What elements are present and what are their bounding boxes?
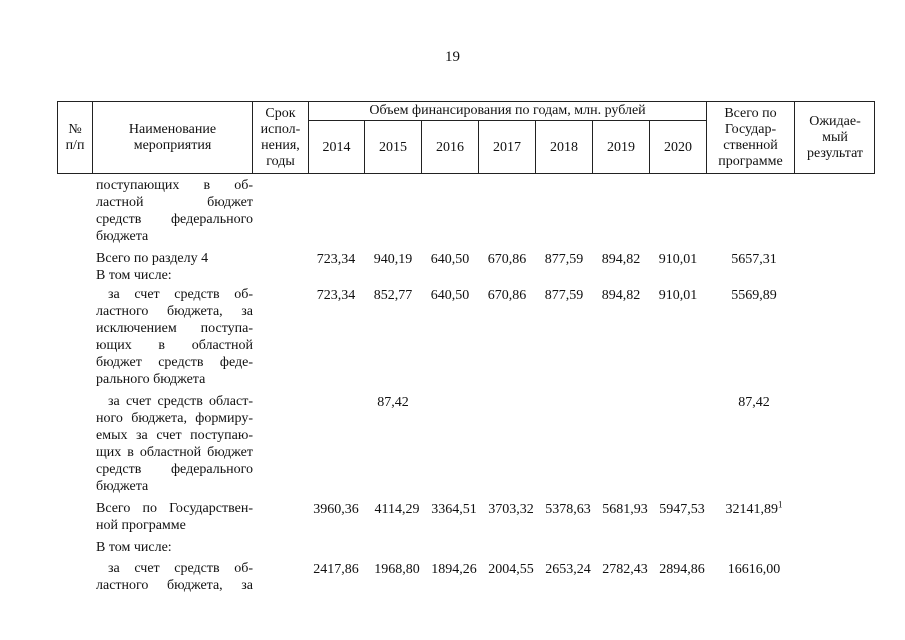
value-2015: 4114,29 (374, 502, 420, 517)
value-2019: 894,82 (601, 252, 641, 267)
value-2015: 940,19 (373, 252, 413, 267)
header-text: Наименование (128, 122, 217, 137)
value-total (709, 501, 799, 518)
header-year-2020: 2020 (664, 139, 692, 155)
value-2020: 2894,86 (659, 562, 705, 577)
row-name-line: бюджета (96, 229, 149, 244)
total-value: 32141,89 (725, 502, 778, 517)
header-text: ственной (723, 138, 778, 153)
value-2019: 894,82 (601, 288, 641, 303)
header-text: Государ- (724, 122, 777, 137)
value-2016: 3364,51 (431, 502, 477, 517)
row-name-line: бюджет средств феде- (96, 355, 253, 370)
header-text: Ожидае- (809, 114, 861, 129)
value-2017: 2004,55 (488, 562, 534, 577)
row-name-line: щих в областной бюджет (96, 445, 253, 460)
value-2017: 3703,32 (488, 502, 534, 517)
header-text: результат (806, 146, 864, 161)
value-2020: 910,01 (658, 252, 698, 267)
header-col-funding: Объем финансирования по годам, млн. рублей (369, 103, 646, 118)
value-2020: 910,01 (658, 288, 698, 303)
row-name-line: за счет средств област- (108, 394, 253, 409)
row-name-line: бюджета (96, 479, 149, 494)
value-total: 5657,31 (731, 252, 777, 267)
header-text: годы (266, 154, 295, 169)
value-2016: 640,50 (430, 288, 470, 303)
row-name-line: за счет средств об- (108, 561, 253, 576)
header-text: Всего по (724, 106, 777, 121)
value-2017: 670,86 (487, 288, 527, 303)
row-name-line: поступающих в об- (96, 178, 253, 193)
header-text: п/п (65, 138, 85, 153)
row-name-line: В том числе: (96, 268, 172, 283)
row-name-line: исключением поступа- (96, 321, 253, 336)
header-year-2015: 2015 (379, 139, 407, 155)
value-2020: 5947,53 (659, 502, 705, 517)
value-total: 87,42 (738, 395, 770, 410)
value-2015: 1968,80 (374, 562, 420, 577)
row-name-line: Всего по разделу 4 (96, 251, 209, 266)
row-name-line: за счет средств об- (108, 287, 253, 302)
header-year-2018: 2018 (550, 139, 578, 155)
header-text: № (68, 122, 82, 137)
value-2018: 5378,63 (545, 502, 591, 517)
header-text: мый (822, 130, 848, 145)
value-2014: 723,34 (316, 252, 356, 267)
value-2019: 2782,43 (602, 562, 648, 577)
header-text: программе (718, 154, 783, 169)
value-2018: 877,59 (544, 252, 584, 267)
value-total: 5569,89 (731, 288, 777, 303)
row-name-line: емых за счет поступаю- (96, 428, 253, 443)
value-total: 16616,00 (727, 562, 781, 577)
value-2019: 5681,93 (602, 502, 648, 517)
header-year-2014: 2014 (322, 139, 351, 155)
header-text: Срок (265, 106, 296, 121)
row-name-line: средств федерального (96, 462, 253, 477)
header-text: нения, (261, 138, 300, 153)
value-2014: 2417,86 (313, 562, 359, 577)
value-2017: 670,86 (487, 252, 527, 267)
value-2014: 723,34 (316, 288, 356, 303)
row-name-line: ластной бюджет (96, 195, 253, 210)
header-text: мероприятия (133, 138, 212, 153)
row-name-line: ластного бюджета, за (96, 578, 253, 593)
value-2018: 877,59 (544, 288, 584, 303)
row-name-line: ластного бюджета, за (96, 304, 253, 319)
value-2018: 2653,24 (545, 562, 591, 577)
page-number: 19 (445, 49, 460, 65)
header-year-2016: 2016 (436, 139, 464, 155)
value-2014: 3960,36 (313, 502, 359, 517)
value-2016: 640,50 (430, 252, 470, 267)
header-year-2019: 2019 (607, 139, 635, 155)
value-2016: 1894,26 (431, 562, 477, 577)
row-name-line: ющих в областной (96, 338, 253, 353)
row-name-line: рального бюджета (96, 372, 206, 387)
row-name-line: В том числе: (96, 540, 172, 555)
row-name-line: ной программе (96, 518, 186, 533)
value-2015: 87,42 (377, 395, 409, 410)
header-year-2017: 2017 (493, 139, 521, 155)
header-text: испол- (260, 122, 301, 137)
value-2015: 852,77 (373, 288, 413, 303)
row-name-line: средств федерального (96, 212, 253, 227)
footnote-marker: 1 (778, 499, 783, 510)
row-name-line: ного бюджета, формиру- (96, 411, 253, 426)
row-name-line: Всего по Государствен- (96, 501, 253, 516)
